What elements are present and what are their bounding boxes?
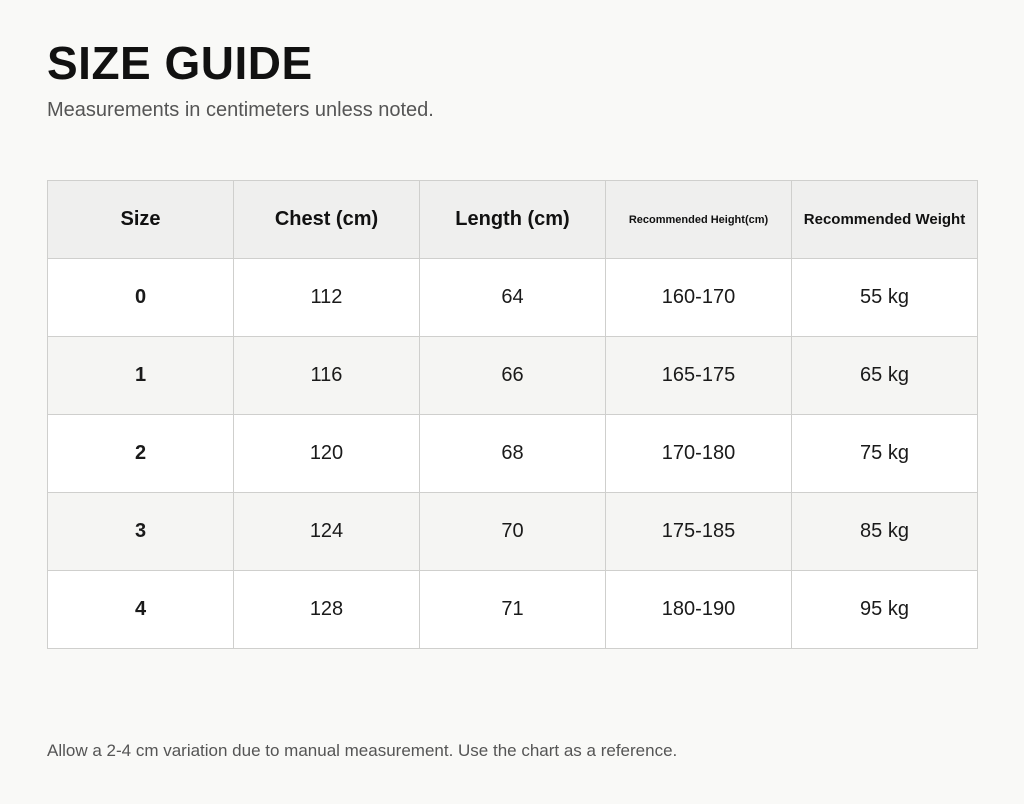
header-row bbox=[48, 181, 978, 259]
cell-length: 66 bbox=[420, 337, 606, 415]
cell-length: 71 bbox=[420, 571, 606, 649]
cell-size: 2 bbox=[48, 415, 234, 493]
cell-weight: 95 kg bbox=[792, 571, 978, 649]
cell-weight: 75 kg bbox=[792, 415, 978, 493]
cell-weight: 65 kg bbox=[792, 337, 978, 415]
header-chest: Chest (cm) bbox=[234, 181, 420, 259]
cell-size: 1 bbox=[48, 337, 234, 415]
cell-chest: 116 bbox=[234, 337, 420, 415]
cell-chest: 124 bbox=[234, 493, 420, 571]
cell-height: 170-180 bbox=[606, 415, 792, 493]
footnote: Allow a 2-4 cm variation due to manual measurement. Use the chart as a reference. bbox=[47, 741, 678, 760]
cell-size: 0 bbox=[48, 259, 234, 337]
cell-length: 68 bbox=[420, 415, 606, 493]
table-row bbox=[48, 259, 978, 337]
cell-length: 70 bbox=[420, 493, 606, 571]
cell-weight: 55 kg bbox=[792, 259, 978, 337]
page-subtitle: Measurements in centimeters unless noted. bbox=[47, 99, 434, 121]
cell-height: 180-190 bbox=[606, 571, 792, 649]
table-header bbox=[48, 181, 978, 259]
cell-size: 3 bbox=[48, 493, 234, 571]
cell-chest: 128 bbox=[234, 571, 420, 649]
cell-weight: 85 kg bbox=[792, 493, 978, 571]
cell-size: 4 bbox=[48, 571, 234, 649]
header-recommended-height: Recommended Height(cm) bbox=[606, 181, 792, 259]
cell-chest: 112 bbox=[234, 259, 420, 337]
table-row bbox=[48, 571, 978, 649]
header-size: Size bbox=[48, 181, 234, 259]
header-recommended-weight: Recommended Weight bbox=[792, 181, 978, 259]
cell-length: 64 bbox=[420, 259, 606, 337]
cell-height: 160-170 bbox=[606, 259, 792, 337]
cell-height: 175-185 bbox=[606, 493, 792, 571]
table-row bbox=[48, 415, 978, 493]
table-row bbox=[48, 337, 978, 415]
header-length: Length (cm) bbox=[420, 181, 606, 259]
page-title: SIZE GUIDE bbox=[47, 37, 313, 89]
table-row bbox=[48, 493, 978, 571]
table-body bbox=[48, 259, 978, 649]
cell-height: 165-175 bbox=[606, 337, 792, 415]
size-guide-table bbox=[47, 180, 978, 649]
cell-chest: 120 bbox=[234, 415, 420, 493]
